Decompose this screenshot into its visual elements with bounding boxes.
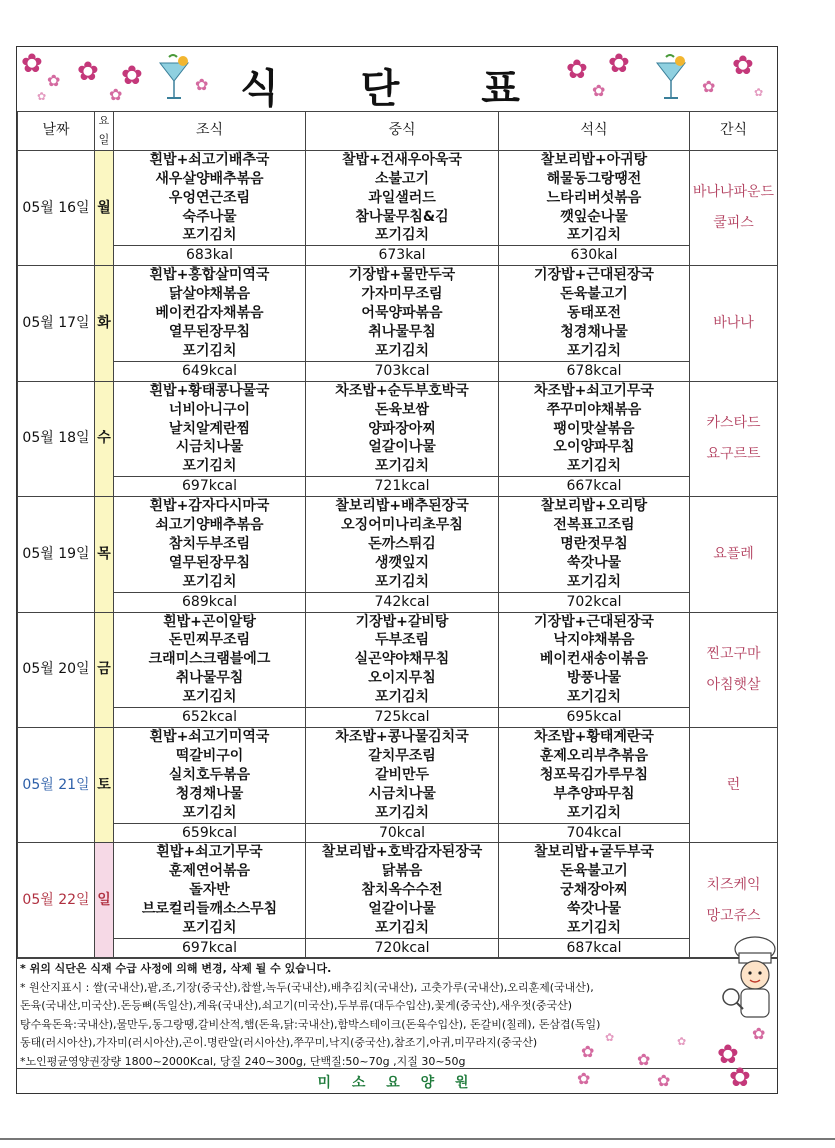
menu-item: 포기김치 xyxy=(566,689,622,706)
snack-cell xyxy=(690,612,778,727)
menu-item: 닭살야채볶음 xyxy=(168,286,251,303)
menu-item: 베이컨새송이볶음 xyxy=(539,651,649,668)
menu-item: 청경채나물 xyxy=(560,323,628,340)
snack-item: 요구르트 xyxy=(706,445,761,462)
menu-item: 가자미무조림 xyxy=(361,286,443,303)
menu-item: 포기김치 xyxy=(566,920,622,937)
day-row xyxy=(18,728,778,824)
day-row xyxy=(18,381,778,477)
page-title: 식 단 표 xyxy=(240,66,554,112)
date-cell: 05월 21일 xyxy=(18,728,95,843)
menu-table xyxy=(17,111,778,959)
flower-icon: ✿ xyxy=(566,55,588,85)
kcal-cell: 652kcal xyxy=(114,708,306,728)
menu-item: 쑥갓나물 xyxy=(566,554,622,571)
kcal-cell: 70kcal xyxy=(306,823,499,843)
lunch-cell xyxy=(306,497,499,593)
breakfast-cell xyxy=(114,728,306,824)
note-line: 동태(러시아산),가자미(러시아산),곤이.명란알(러시아산),쭈꾸미,낙지(중국산),참조기,아귀,미꾸라지(중국산) xyxy=(20,1036,538,1049)
menu-item: 명란젓무침 xyxy=(560,535,628,552)
note-line: * 위의 식단은 식재 수급 사정에 의해 변경, 삭제 될 수 있습니다. xyxy=(20,962,332,975)
snack-item: 바나나 xyxy=(713,315,754,332)
flower-icon: ✿ xyxy=(677,1035,687,1048)
kcal-row xyxy=(18,361,778,381)
menu-item: 쇠고기양배추볶음 xyxy=(155,517,264,534)
menu-item: 베이컨감자채볶음 xyxy=(155,305,264,322)
menu-item: 열무된장무침 xyxy=(168,323,251,340)
menu-item: 포기김치 xyxy=(374,573,430,590)
menu-item: 취나물무침 xyxy=(368,323,436,340)
menu-item: 포기김치 xyxy=(566,804,622,821)
flower-icon: ✿ xyxy=(702,77,716,96)
menu-item: 느타리버섯볶음 xyxy=(546,189,642,206)
kcal-row xyxy=(18,246,778,266)
menu-item: 포기김치 xyxy=(182,804,237,821)
menu-item: 돈까스튀김 xyxy=(368,535,436,552)
weekday-cell: 토 xyxy=(95,728,114,843)
flower-icon: ✿ xyxy=(608,49,630,79)
dinner-cell xyxy=(499,612,690,708)
breakfast-cell xyxy=(114,150,306,246)
kcal-cell: 678kcal xyxy=(499,361,690,381)
flower-icon: ✿ xyxy=(195,75,209,94)
kcal-cell: 649kcal xyxy=(114,361,306,381)
menu-item: 쭈꾸미야채볶음 xyxy=(546,401,642,418)
menu-item: 참치두부조림 xyxy=(168,535,251,552)
date-cell: 05월 19일 xyxy=(18,497,95,612)
snack-item: 바나나파운드 xyxy=(692,184,775,201)
day-row xyxy=(18,843,778,939)
menu-item: 포기김치 xyxy=(374,804,430,821)
weekday-cell: 일 xyxy=(95,843,114,958)
kcal-cell: 695kcal xyxy=(499,708,690,728)
menu-item: 기장밥+근대된장국 xyxy=(534,267,654,284)
flower-icon: ✿ xyxy=(729,1063,751,1093)
date-cell: 05월 17일 xyxy=(18,266,95,381)
menu-item: 포기김치 xyxy=(182,342,237,359)
menu-item: 양파장아찌 xyxy=(368,420,436,437)
menu-item: 포기김치 xyxy=(182,458,237,475)
breakfast-cell xyxy=(114,612,306,708)
menu-item: 포기김치 xyxy=(374,458,430,475)
menu-item: 포기김치 xyxy=(566,573,622,590)
flower-icon: ✿ xyxy=(577,1069,591,1088)
menu-item: 흰밥+홍합살미역국 xyxy=(149,267,270,284)
snack-item: 망고쥬스 xyxy=(706,907,761,924)
menu-item: 찰보리밥+굴두부국 xyxy=(534,844,654,861)
flower-icon: ✿ xyxy=(637,1050,651,1069)
kcal-cell: 704kcal xyxy=(499,823,690,843)
menu-item: 흰밥+곤이알탕 xyxy=(163,613,256,630)
menu-item: 오이지무침 xyxy=(368,670,436,687)
menu-item: 시금치나물 xyxy=(368,785,436,802)
snack-item: 카스타드 xyxy=(706,415,761,431)
snack-item: 찐고구마 xyxy=(706,645,761,662)
menu-item: 오이양파무침 xyxy=(553,439,635,456)
menu-sheet xyxy=(16,46,778,1094)
menu-item: 과일샐러드 xyxy=(368,189,436,206)
snack-cell xyxy=(690,266,778,381)
flower-icon: ✿ xyxy=(77,57,99,87)
menu-item: 부추양파무침 xyxy=(553,785,635,802)
chef-icon xyxy=(717,935,793,1025)
menu-item: 궁채장아찌 xyxy=(560,882,628,899)
menu-item: 숙주나물 xyxy=(182,208,237,225)
kcal-cell: 697kcal xyxy=(114,938,306,958)
flower-icon: ✿ xyxy=(717,1040,739,1070)
flower-icon: ✿ xyxy=(581,1042,595,1061)
menu-item: 청경채나물 xyxy=(175,785,244,802)
snack-cell xyxy=(690,497,778,612)
table-header-row xyxy=(18,112,778,151)
menu-item: 포기김치 xyxy=(182,689,237,706)
day-row xyxy=(18,150,778,246)
lunch-cell xyxy=(306,150,499,246)
menu-item: 두부조림 xyxy=(374,632,430,649)
flower-icon: ✿ xyxy=(21,49,43,79)
menu-item: 기장밥+근대된장국 xyxy=(534,613,654,630)
menu-item: 훈제오리부추볶음 xyxy=(539,747,649,764)
menu-item: 포기김치 xyxy=(182,920,237,937)
kcal-cell: 702kcal xyxy=(499,592,690,612)
menu-item: 쑥갓나물 xyxy=(566,901,622,918)
dinner-cell xyxy=(499,728,690,824)
menu-item: 돌자반 xyxy=(189,882,230,899)
menu-item: 소불고기 xyxy=(374,170,430,187)
menu-item: 얼갈이나물 xyxy=(368,901,436,918)
menu-item: 돈육불고기 xyxy=(560,286,628,303)
weekday-cell: 목 xyxy=(95,497,114,612)
kcal-row xyxy=(18,708,778,728)
menu-item: 차조밥+황태계란국 xyxy=(534,729,654,745)
kcal-cell: 703kcal xyxy=(306,361,499,381)
date-cell: 05월 16일 xyxy=(18,150,95,265)
flower-icon: ✿ xyxy=(657,1071,671,1090)
menu-item: 날치알계란찜 xyxy=(168,420,251,437)
menu-item: 찰보리밥+배추된장국 xyxy=(335,498,469,515)
date-cell: 05월 20일 xyxy=(18,612,95,727)
dinner-cell xyxy=(499,150,690,246)
menu-item: 포기김치 xyxy=(566,458,622,475)
menu-item: 전복표고조림 xyxy=(553,517,635,534)
menu-item: 포기김치 xyxy=(374,920,430,937)
cocktail-icon xyxy=(654,53,688,103)
header-weekday: 요일 xyxy=(95,112,114,151)
organization-name: 미 소 요 양 원 xyxy=(317,1075,477,1091)
breakfast-cell xyxy=(114,843,306,939)
header-breakfast: 조식 xyxy=(114,112,306,151)
kcal-cell: 659kcal xyxy=(114,823,306,843)
menu-item: 생깻잎지 xyxy=(374,554,430,571)
menu-item: 너비아니구이 xyxy=(168,401,251,418)
dinner-cell xyxy=(499,266,690,362)
lunch-cell xyxy=(306,843,499,939)
weekday-cell: 화 xyxy=(95,266,114,381)
menu-item: 찰보리밥+오리탕 xyxy=(540,498,648,515)
menu-item: 포기김치 xyxy=(566,227,622,244)
kcal-cell: 725kcal xyxy=(306,708,499,728)
snack-item: 아침햇살 xyxy=(706,676,761,693)
kcal-cell: 721kcal xyxy=(306,477,499,497)
menu-item: 실곤약야채무침 xyxy=(354,651,450,668)
menu-item: 해물동그랑땡전 xyxy=(546,170,642,187)
menu-item: 기장밥+물만두국 xyxy=(348,267,456,284)
lunch-cell xyxy=(306,728,499,824)
flower-icon: ✿ xyxy=(37,90,47,103)
menu-item: 실치호두볶음 xyxy=(168,766,251,783)
menu-item: 깻잎순나물 xyxy=(560,208,628,225)
breakfast-cell xyxy=(114,497,306,593)
menu-item: 낙지야채볶음 xyxy=(553,632,635,649)
menu-item: 찰보리밥+호박감자된장국 xyxy=(321,844,483,861)
lunch-cell xyxy=(306,266,499,362)
menu-item: 포기김치 xyxy=(374,227,430,244)
menu-item: 갈비만두 xyxy=(374,766,430,783)
date-cell: 05월 18일 xyxy=(18,381,95,496)
menu-item: 돈육보쌈 xyxy=(374,401,430,418)
page-edge-line xyxy=(0,1138,835,1140)
snack-item: 쿨피스 xyxy=(713,215,754,232)
menu-item: 차조밥+콩나물김치국 xyxy=(335,729,469,745)
menu-item: 열무된장무침 xyxy=(168,554,251,571)
menu-item: 포기김치 xyxy=(182,573,237,590)
day-row xyxy=(18,612,778,708)
menu-item: 우엉연근조림 xyxy=(168,189,251,206)
kcal-cell: 689kcal xyxy=(114,592,306,612)
menu-item: 흰밥+쇠고기무국 xyxy=(156,844,263,861)
dinner-cell xyxy=(499,381,690,477)
menu-item: 포기김치 xyxy=(566,342,622,359)
snack-cell xyxy=(690,728,778,843)
menu-item: 포기김치 xyxy=(374,689,430,706)
menu-item: 팽이맛살볶음 xyxy=(553,420,635,437)
flower-cluster-right xyxy=(562,47,777,111)
menu-item: 브로컬리들깨소스무침 xyxy=(141,901,278,918)
flower-icon: ✿ xyxy=(605,1031,615,1044)
menu-item: 오징어미나리초무침 xyxy=(341,517,463,534)
menu-item: 흰밥+감자다시마국 xyxy=(149,498,270,515)
header-date: 날짜 xyxy=(18,112,95,151)
lunch-cell xyxy=(306,381,499,477)
date-cell: 05월 22일 xyxy=(18,843,95,958)
kcal-row xyxy=(18,823,778,843)
flower-icon: ✿ xyxy=(109,85,123,104)
day-row xyxy=(18,266,778,362)
footer xyxy=(17,1063,777,1093)
menu-item: 새우살양배추볶음 xyxy=(155,170,264,187)
kcal-cell: 673kal xyxy=(306,246,499,266)
menu-item: 어묵양파볶음 xyxy=(361,305,443,322)
kcal-row xyxy=(18,592,778,612)
note-line: 탕수육돈육:국내산),물만두,동그랑땡,갈비산적,햄(돈육,닭:국내산),함박스테이크(돈육수입산), 돈갈비(칠레), 돈삼겹(독일) xyxy=(20,1017,601,1031)
menu-item: 찰밥+건새우아욱국 xyxy=(342,151,462,168)
menu-item: 떡갈비구이 xyxy=(175,747,244,764)
menu-item: 참치옥수수전 xyxy=(361,882,443,899)
flower-icon: ✿ xyxy=(47,71,61,90)
breakfast-cell xyxy=(114,266,306,362)
menu-item: 흰밥+황태콩나물국 xyxy=(149,382,270,399)
flower-icon: ✿ xyxy=(592,81,606,100)
snack-cell xyxy=(690,381,778,496)
kcal-cell: 697kcal xyxy=(114,477,306,497)
note-line: *노인평균영양권장량 1800~2000Kcal, 당질 240~300g, 단백질:50~70g ,지질 30~50g xyxy=(20,1054,466,1068)
header xyxy=(17,47,777,111)
kcal-cell: 687kcal xyxy=(499,938,690,958)
menu-item: 훈제연어볶음 xyxy=(168,863,251,880)
kcal-row xyxy=(18,477,778,497)
menu-item: 시금치나물 xyxy=(175,439,244,456)
weekday-cell: 금 xyxy=(95,612,114,727)
menu-item: 포기김치 xyxy=(182,227,237,244)
flower-icon: ✿ xyxy=(732,51,754,81)
lunch-cell xyxy=(306,612,499,708)
menu-item: 청포묵김가루무침 xyxy=(539,766,649,783)
weekday-cell: 월 xyxy=(95,150,114,265)
weekday-cell: 수 xyxy=(95,381,114,496)
kcal-cell: 667kcal xyxy=(499,477,690,497)
menu-item: 닭볶음 xyxy=(381,863,423,880)
header-lunch: 중식 xyxy=(306,112,499,151)
header-snack: 간식 xyxy=(690,112,778,151)
menu-item: 취나물무침 xyxy=(175,670,244,687)
menu-item: 갈치무조림 xyxy=(368,747,436,764)
menu-item: 흰밥+쇠고기미역국 xyxy=(149,729,270,745)
menu-item: 차조밥+쇠고기무국 xyxy=(534,382,654,399)
breakfast-cell xyxy=(114,381,306,477)
menu-item: 크래미스크램블에그 xyxy=(148,651,271,668)
kcal-cell: 630kal xyxy=(499,246,690,266)
note-line: 돈육(국내산,미국산).돈등뼈(독일산),계육(국내산),쇠고기(미국산),두부류(대두수입산),꽃게(중국산),새우젓(중국산) xyxy=(20,999,573,1012)
menu-item: 동태포전 xyxy=(566,305,622,322)
kcal-row xyxy=(18,938,778,958)
day-row xyxy=(18,497,778,593)
header-dinner: 석식 xyxy=(499,112,690,151)
menu-item: 차조밥+순두부호박국 xyxy=(335,382,469,399)
kcal-cell: 683kal xyxy=(114,246,306,266)
menu-item: 흰밥+쇠고기배추국 xyxy=(149,151,270,168)
menu-item: 찰보리밥+아귀탕 xyxy=(540,151,648,168)
menu-item: 얼갈이나물 xyxy=(368,439,436,456)
menu-item: 기장밥+갈비탕 xyxy=(355,613,449,630)
snack-cell xyxy=(690,150,778,265)
menu-item: 포기김치 xyxy=(374,342,430,359)
note-line: * 원산지표시 : 쌀(국내산),팥,조,기장(중국산),찹쌀,녹두(국내산),배추김치(국내산), 고춧가루(국내산),오리훈제(국내산), xyxy=(20,980,594,994)
menu-item: 참나물무침&김 xyxy=(355,208,449,225)
snack-item: 치즈케익 xyxy=(706,876,761,893)
kcal-cell: 742kcal xyxy=(306,592,499,612)
dinner-cell xyxy=(499,497,690,593)
menu-item: 돈육불고기 xyxy=(560,863,628,880)
flower-icon: ✿ xyxy=(121,61,143,91)
snack-item: 런 xyxy=(726,776,741,793)
menu-item: 방풍나물 xyxy=(566,670,622,687)
flower-icon: ✿ xyxy=(754,86,764,99)
flower-icon: ✿ xyxy=(752,1024,766,1043)
menu-item: 돈민찌무조림 xyxy=(168,632,251,649)
snack-item: 요플레 xyxy=(713,545,754,562)
dinner-cell xyxy=(499,843,690,939)
kcal-cell: 720kcal xyxy=(306,938,499,958)
